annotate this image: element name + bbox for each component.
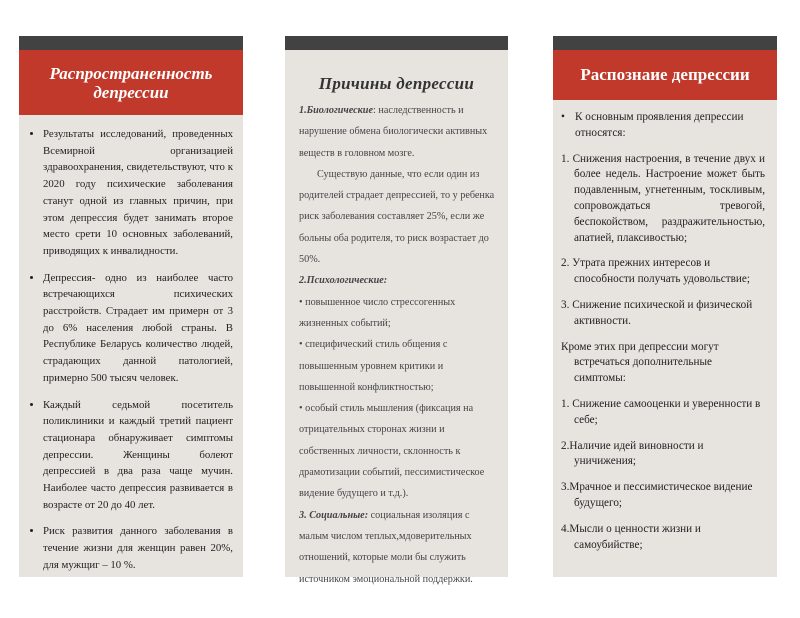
biological-label: 1.Биологические bbox=[299, 105, 373, 116]
social-text: социальная изоляция с малым числом теплых,мдоверительных отношений, которые моли бы служить источником эмоциональной поддержки. bbox=[299, 509, 473, 585]
list-item: 1. Снижение самооценки и уверенности в себе; bbox=[561, 397, 761, 426]
list-item: • Результаты исследований, проведенных Всемирной организацией здравоохранения, свидетельствуют, что к 2020 году психические заболевания станут одной из главных причин, при этом депрессия будет занимать второе место срети 10 основных заболеваний, приводящих к инвалидности. bbox=[43, 126, 233, 260]
extra-symptoms-lead: Кроме этих при депрессии могут встречаться дополнительные симптомы: bbox=[561, 340, 719, 385]
panel-top-bar bbox=[19, 36, 243, 50]
list-item: 3.Мрачное и пессимистическое видение будущего; bbox=[561, 481, 753, 509]
panel-top-bar bbox=[285, 36, 508, 50]
list-item: • Риск развития данного заболевания в течение жизни для женщин равен 20%, для мужщиг – 10 %. bbox=[43, 523, 233, 573]
list-item: • Депрессия- одно из наиболее часто встречающихся психических расстройств. Страдает им примерн от 3 до 6% населения любой страны. В Республике Беларусь количество людей, страдающих данной патологией, примерно 500 тысяч человек. bbox=[43, 270, 233, 387]
psychological-label: 2.Психологические: bbox=[299, 275, 388, 287]
list-item: • специфический стиль общения с повышенным уровнем критики и повышенной конфликтностью; bbox=[299, 339, 448, 393]
panel-title-prevalence: Распространенность депрессии bbox=[19, 50, 243, 115]
list-item: 2. Утрата прежних интересов и способности получать удовольствие; bbox=[561, 257, 750, 286]
list-item: 3. Снижение психической и физической активности. bbox=[561, 298, 753, 327]
bullet-icon: • bbox=[561, 111, 565, 123]
heredity-paragraph: Существую данные, что если один из родителей страдает депрессией, то у ребенка риск заболевания составляет 25%, если же больны оба родителя, то риск возрастает до 50%. bbox=[299, 168, 495, 266]
panel-title-recognition: Распознаие депрессии bbox=[553, 50, 777, 100]
list-item: 2.Наличие идей виновности и уничижения; bbox=[561, 439, 704, 468]
causes-body bbox=[285, 94, 508, 590]
list-item: • особый стиль мышления (фиксация на отрицательных сторонах жизни и собственных личности, склонность к драмотизации событий, пессимистическое видение будущего и т.д.). bbox=[299, 403, 485, 500]
biological-text: : наследственность и нарушение обмена биологически активных веществ в головном мозге. bbox=[299, 105, 488, 159]
list-item: • повышенное число стрессогенных жизненных событий; bbox=[299, 296, 456, 329]
panel-title-causes: Причины депрессии bbox=[318, 74, 475, 93]
panel-recognition bbox=[553, 36, 777, 577]
recognition-lead: • К основным проявления депрессии относятся: bbox=[561, 110, 765, 142]
recognition-body bbox=[553, 100, 777, 553]
panel-prevalence bbox=[19, 36, 243, 577]
panel-causes bbox=[285, 36, 508, 585]
list-item: 4.Мысли о ценности жизни и самоубийстве; bbox=[561, 522, 701, 551]
list-item: • Каждый седьмой посетитель поликлиники и каждый третий пациент стационара обнаруживает симптомы депрессии. Женщины болеют депрессией в два раза чаще мучин. Наиболее часто депрессия развивается в возрасте от 20 до 40 лет. bbox=[43, 397, 233, 514]
prevalence-list bbox=[19, 115, 243, 574]
list-item: 1. Снижения настроения, в течение двух и более недель. Настроение может быть подавленным, угнетенным, тоскливым, сопровождаться тревогой, беспокойством, раздражительностью, апатией, плаксивостью; bbox=[561, 152, 765, 244]
social-label: 3. Социальные: bbox=[299, 509, 369, 521]
biological-paragraph bbox=[299, 100, 496, 164]
panel-top-bar bbox=[553, 36, 777, 50]
social-paragraph bbox=[299, 505, 496, 590]
